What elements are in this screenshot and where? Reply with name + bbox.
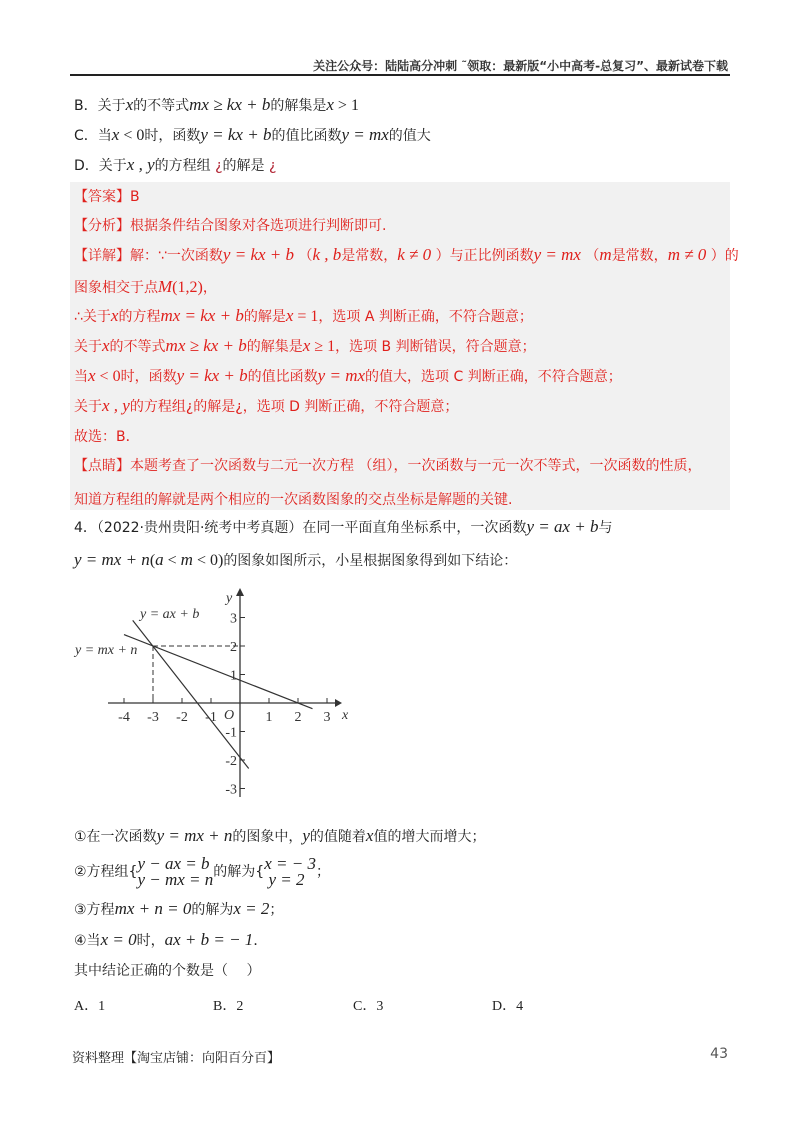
x-axis-arrow-icon (335, 699, 342, 707)
math-segment: y = mx (533, 245, 581, 264)
text-line (74, 396, 458, 417)
math-segment: M (158, 277, 173, 296)
x-tick-label: 1 (265, 710, 273, 725)
text-segment: ¿ (268, 158, 277, 174)
y-axis-label: y (226, 591, 233, 606)
math-segment: mx = kx + b (160, 306, 244, 325)
y-tick-label: -3 (225, 782, 237, 798)
math-segment: x (102, 336, 110, 355)
text-segment: 的解为 (191, 902, 234, 918)
text-segment: 的图象如图所示，小星根据图象得到如下结论： (223, 553, 518, 569)
text-segment: ④当 (74, 933, 101, 949)
text-segment: ¿ (215, 158, 223, 174)
text-segment: 的值随着 (309, 829, 366, 845)
text-segment: 的解是 (222, 158, 269, 174)
text-segment: 的值大 (388, 128, 431, 144)
y-tick-label: -1 (225, 725, 237, 741)
math-segment: m (180, 550, 193, 569)
number-segment: ≥ 1 (310, 338, 336, 355)
text-line (74, 899, 283, 920)
text-line (74, 336, 536, 357)
text-segment: 本题考查了一次函数与二元一次方程 （组），一次函数与一元一次不等式，一次函数的性质， (130, 458, 702, 474)
math-segment: mx + n = 0 (114, 899, 192, 918)
text-segment: （ (580, 248, 600, 264)
text-segment: 是常数， (611, 248, 668, 264)
text-segment: ； (269, 902, 284, 918)
equation-system (137, 856, 213, 888)
text-segment: 时， (136, 933, 165, 949)
text-segment: 的解是 (243, 309, 286, 325)
text-segment: ②方程组{ (74, 864, 138, 880)
y-tick-label: 1 (230, 668, 237, 684)
section-label: 【分析】 (74, 218, 130, 234)
text-segment: 知道方程组的解就是两个相应的一次函数图象的交点坐标是解题的关键. (74, 492, 513, 508)
text-segment: C．当 (74, 128, 112, 144)
math-segment: y = ax + b (526, 517, 599, 536)
text-line (74, 366, 622, 387)
text-segment: 的不等式 (133, 98, 190, 114)
option-c[interactable]: C．3 (353, 999, 384, 1014)
text-segment: 当 (74, 369, 88, 385)
text-line (74, 826, 485, 847)
math-segment: a (155, 550, 164, 569)
option-a[interactable]: A．1 (74, 999, 106, 1014)
math-segment: x (285, 306, 294, 325)
math-segment: k ≠ 0 (397, 245, 432, 264)
y-axis-arrow-icon (236, 588, 244, 596)
text-line (74, 187, 140, 207)
text-segment: 故选：B． (74, 429, 140, 445)
math-segment: x , y (102, 396, 130, 415)
text-segment: ，选项 B 判断错误，符合题意； (335, 339, 536, 355)
math-segment: x (110, 306, 119, 325)
equation: y − ax = b (137, 854, 210, 873)
text-segment: ， (202, 280, 217, 296)
math-segment: mx ≥ kx + b (189, 95, 271, 114)
math-segment: y = kx + b (176, 366, 248, 385)
math-segment: ax + b = − 1 (164, 930, 254, 949)
text-line (74, 930, 267, 951)
text-segment: 的值大，选项 C 判断正确，不符合题意； (365, 369, 622, 385)
section-label: 【点睛】 (74, 458, 130, 474)
x-tick-label: 2 (294, 710, 302, 725)
math-segment: x (365, 826, 374, 845)
text-line (74, 245, 739, 266)
text-line (74, 550, 517, 571)
math-segment: k , b (312, 245, 342, 264)
text-segment: 的不等式 (109, 339, 166, 355)
line1-label: y = ax + b (140, 607, 200, 622)
math-segment: x (326, 95, 334, 114)
math-segment: y = kx + b (222, 245, 295, 264)
equation: y = 2 (268, 870, 305, 889)
conclusion-2 (74, 856, 330, 888)
y-tick-label: -2 (225, 754, 237, 769)
text-segment: ③方程 (74, 902, 115, 918)
text-line (74, 961, 260, 981)
text-segment: 图象相交于点 (74, 280, 158, 296)
math-segment: y = mx + n (74, 550, 150, 569)
text-line (74, 95, 359, 116)
equation: y − mx = n (137, 870, 214, 889)
option-d[interactable]: D．4 (492, 999, 524, 1014)
option-b[interactable]: B．2 (213, 999, 244, 1014)
number-segment: < 0) (192, 552, 224, 569)
math-segment: x (88, 366, 96, 385)
math-segment: x = 2 (233, 899, 270, 918)
math-segment: m (599, 245, 612, 264)
page-header: 关注公众号：陆陆高分冲刺 ˜领取：最新版“小中高考-总复习”、最新试卷下载 (313, 59, 728, 73)
x-tick-label: -2 (176, 710, 188, 725)
text-segment: 关于 (74, 339, 102, 355)
math-segment: y = mx (317, 366, 366, 385)
text-segment: ）与正比例函数 (431, 248, 534, 264)
text-segment: 时，函数 (120, 369, 177, 385)
text-segment: 时，函数 (144, 128, 201, 144)
text-segment: 的解集是 (270, 98, 327, 114)
text-segment: （ (294, 248, 313, 264)
number-segment: > 1 (333, 97, 359, 114)
number-segment: (1,2) (172, 279, 203, 296)
math-segment: y = kx + b (200, 125, 272, 144)
section-label: 【详解】 (74, 248, 130, 264)
x-tick-label: -1 (205, 710, 217, 725)
text-segment: ）的 (706, 248, 739, 264)
text-line (74, 155, 276, 176)
number-segment: ( (149, 552, 156, 569)
text-segment: B．关于 (74, 98, 126, 114)
text-segment: 值的增大而增大； (373, 829, 486, 845)
number-segment: < (163, 552, 181, 569)
text-segment: 4．（2022·贵州贵阳·统考中考真题）在同一平面直角坐标系中，一次函数 (74, 520, 527, 536)
number-segment: < 0 (119, 127, 145, 144)
y-tick-label: 2 (230, 640, 237, 655)
text-segment: ∴关于 (74, 309, 111, 325)
text-segment: 的值比函数 (271, 128, 342, 144)
text-line (74, 277, 217, 298)
math-segment: x (302, 336, 311, 355)
text-line (74, 456, 701, 476)
math-segment: x (125, 95, 134, 114)
text-segment: 解：∵一次函数 (130, 248, 223, 264)
text-line (74, 517, 612, 538)
number-segment: < 0 (95, 368, 121, 385)
text-segment: 的解为{ (213, 864, 265, 880)
x-tick-label: 3 (323, 710, 331, 725)
math-segment: x = 0 (100, 930, 137, 949)
x-axis-label: x (342, 708, 349, 723)
text-segment: 与 (598, 520, 613, 536)
header-rule (70, 74, 730, 76)
text-segment: ①在一次函数 (74, 829, 157, 845)
math-segment: x (111, 125, 120, 144)
text-segment: D．关于 (74, 158, 127, 174)
page-footer: 资料整理【淘宝店铺：向阳百分百】 (72, 1051, 281, 1066)
text-segment: 的图象中， (232, 829, 303, 845)
page-number: 43 (710, 1046, 728, 1062)
x-tick-label: -4 (118, 710, 130, 725)
text-segment: 是常数， (341, 248, 398, 264)
section-label: 【答案】B (74, 189, 140, 205)
math-segment: x , y (126, 155, 155, 174)
text-line (74, 427, 140, 447)
text-segment: 关于 (74, 399, 102, 415)
text-segment: ； (315, 864, 330, 880)
math-segment: mx ≥ kx + b (165, 336, 247, 355)
text-line (74, 306, 533, 327)
text-line (74, 125, 431, 146)
math-segment: y = mx (341, 125, 389, 144)
y-tick-label: 3 (230, 611, 237, 627)
math-segment: m ≠ 0 (667, 245, 707, 264)
text-segment: 的解集是 (246, 339, 303, 355)
math-segment: y (302, 826, 310, 845)
coordinate-graph (70, 580, 360, 810)
text-segment: 的方程 (118, 309, 161, 325)
text-line (74, 490, 512, 510)
text-line (74, 216, 386, 236)
origin-label: O (224, 708, 235, 723)
line2-label: y = mx + n (75, 643, 138, 658)
math-segment: y = mx + n (156, 826, 233, 845)
text-segment: ，选项 A 判断正确，不符合题意； (318, 309, 533, 325)
text-segment: 其中结论正确的个数是（ ） (74, 963, 261, 979)
number-segment: = 1 (293, 308, 319, 325)
text-segment: 根据条件结合图象对各选项进行判断即可. (130, 218, 387, 234)
x-tick-label: -3 (147, 710, 159, 725)
text-segment: 的方程组 (154, 158, 216, 174)
solution-system (264, 856, 316, 888)
text-segment: 的方程组¿的解是¿，选项 D 判断正确，不符合题意； (129, 399, 459, 415)
text-segment: 的值比函数 (247, 369, 318, 385)
equation: x = − 3 (264, 854, 316, 873)
text-segment: ． (253, 933, 268, 949)
